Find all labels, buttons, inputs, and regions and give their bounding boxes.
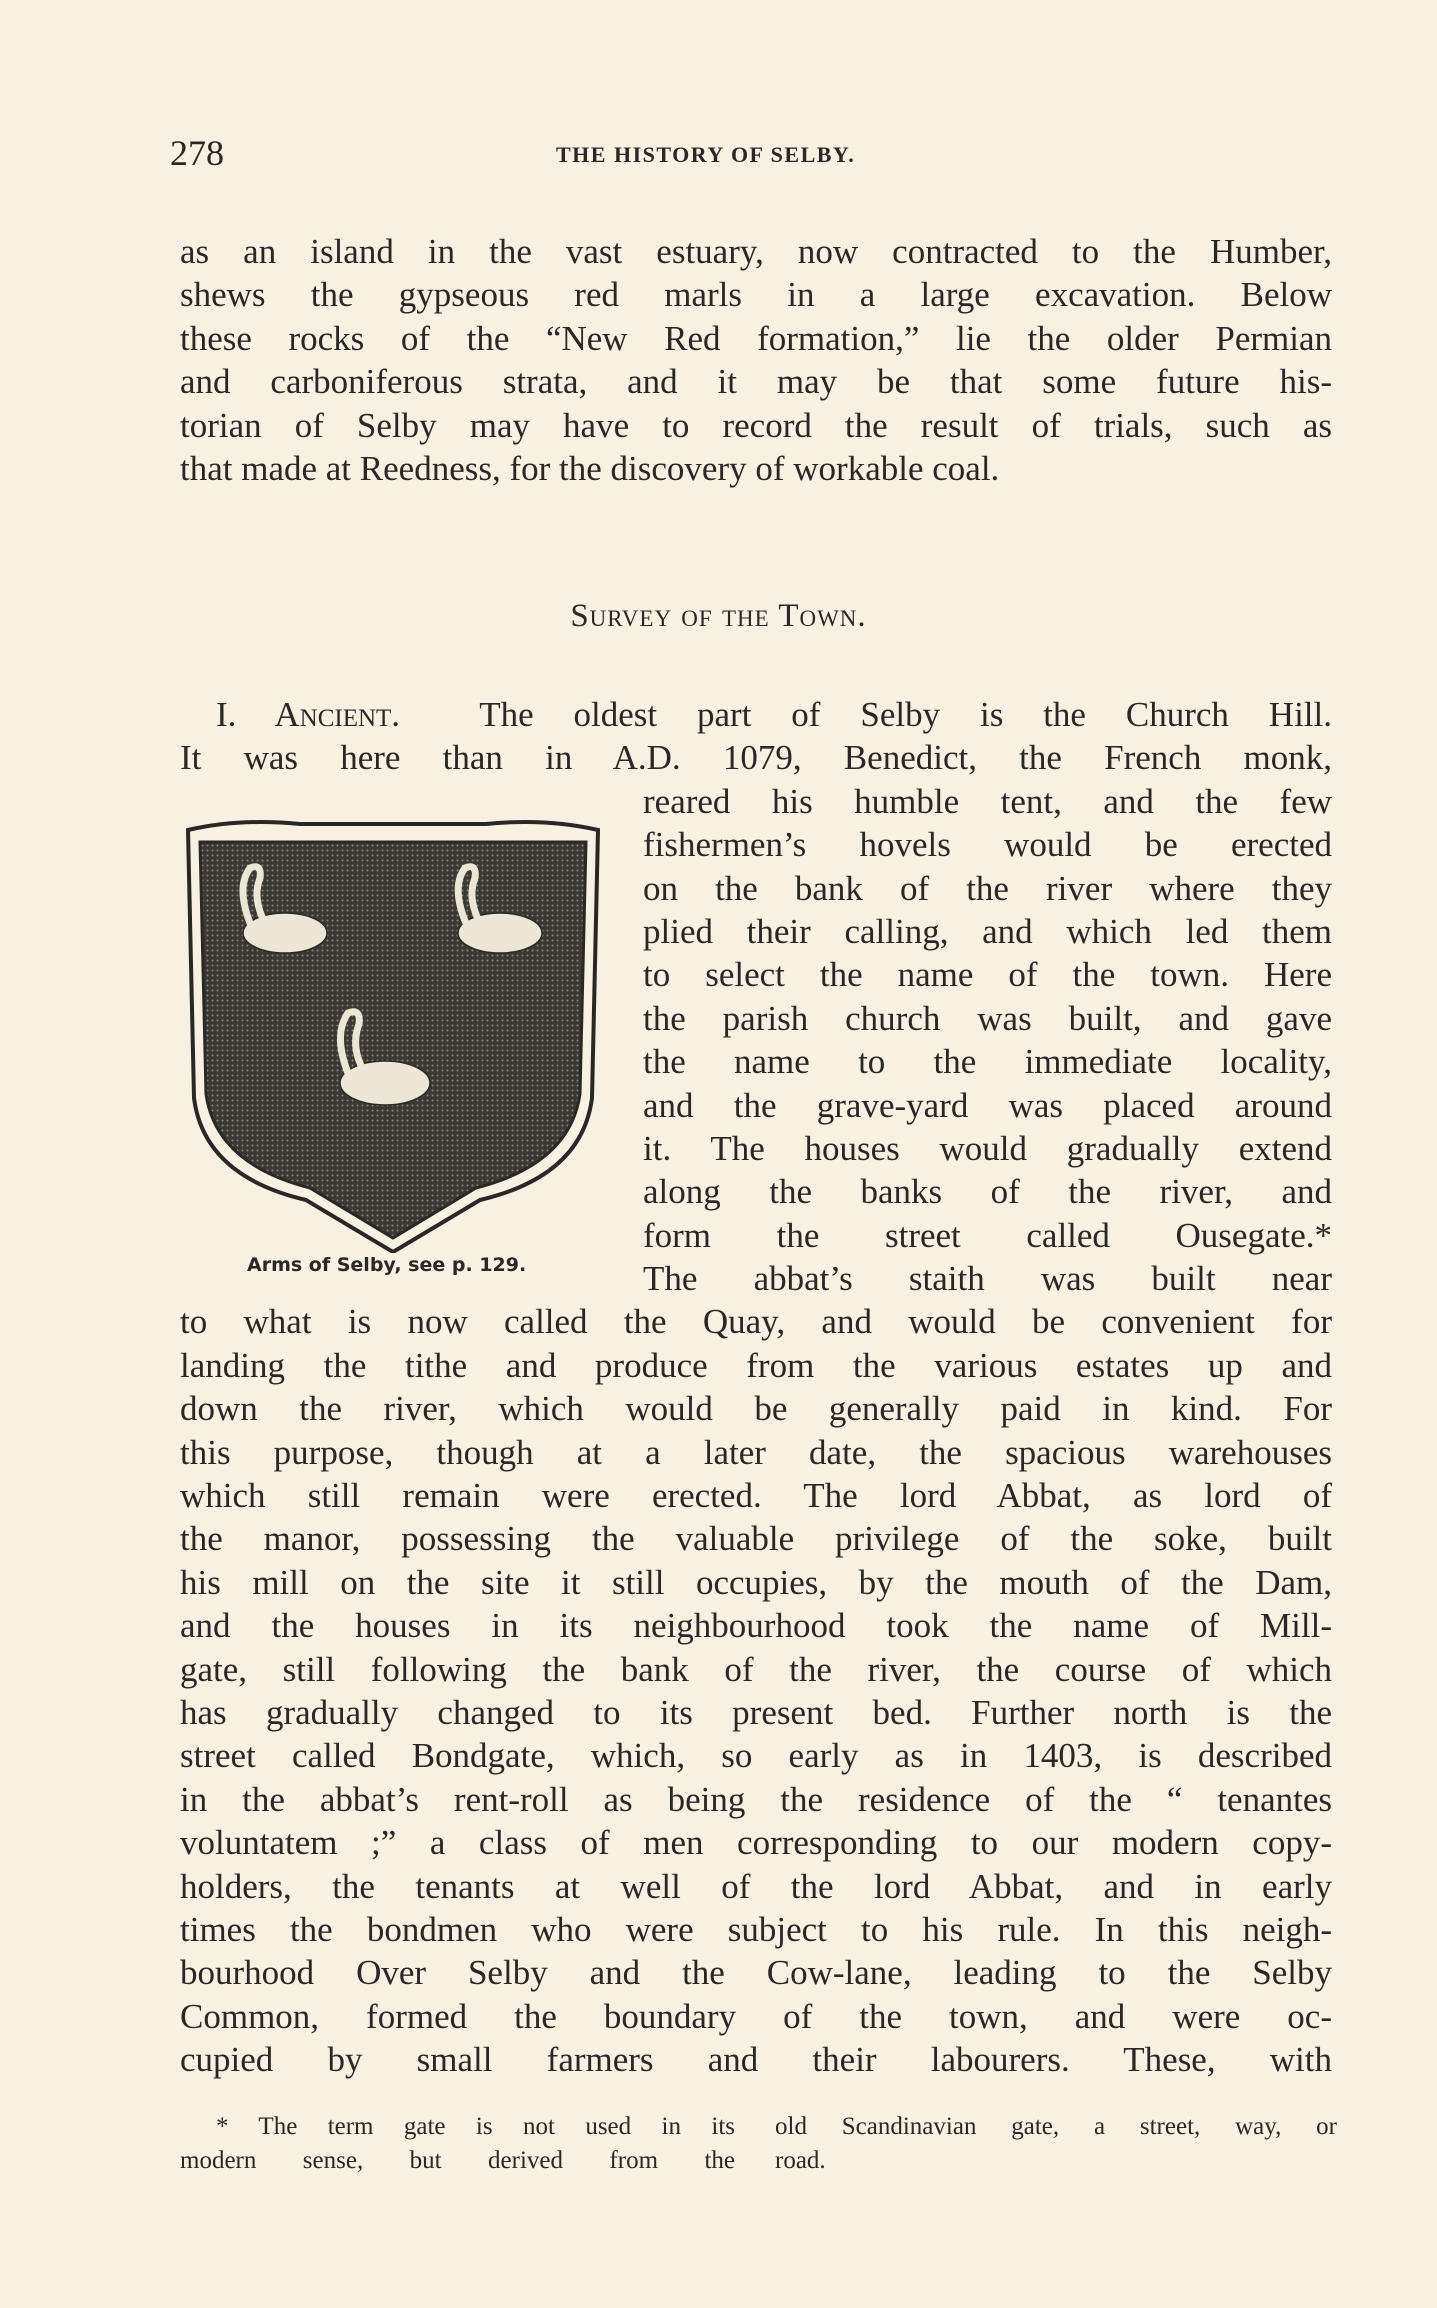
running-title: THE HISTORY OF SELBY. bbox=[556, 142, 856, 167]
text-line: form the street called Ousegate.* bbox=[643, 1215, 1332, 1255]
footnote-line: modern sense, but derived from the bbox=[180, 2147, 735, 2174]
text-line: plied their calling, and which led them bbox=[643, 911, 1332, 951]
text-line: and the houses in its neighbourhood took the name of Mill- bbox=[180, 1606, 1332, 1646]
text-line: has gradually changed to its present bed. Further north is the bbox=[180, 1692, 1332, 1732]
text-line: to select the name of the town. Here bbox=[643, 955, 1332, 995]
section-heading: Survey of the Town. bbox=[570, 598, 867, 634]
footnote-line: road. bbox=[775, 2147, 826, 2174]
page-number: 278 bbox=[170, 133, 224, 173]
text-line: the parish church was built, and gave bbox=[643, 998, 1332, 1038]
text-line: it. The houses would gradually extend bbox=[643, 1128, 1332, 1168]
text-line: along the banks of the river, and bbox=[643, 1172, 1332, 1212]
text-line: torian of Selby may have to record the result of trials, such as bbox=[180, 405, 1332, 445]
text-line: It was here than in A.D. 1079, Benedict, the French monk, bbox=[180, 738, 1332, 778]
text-line: landing the tithe and produce from the various estates up and bbox=[180, 1345, 1332, 1385]
text-line bbox=[180, 693, 1332, 736]
text-line: voluntatem ;” a class of men corresponding to our modern copy- bbox=[180, 1823, 1332, 1863]
text-line: the name to the immediate locality, bbox=[643, 1042, 1332, 1082]
footnote-line: * The term gate is not used in its bbox=[216, 2113, 735, 2140]
coat-of-arms-illustration bbox=[180, 808, 606, 1253]
text-line: his mill on the site it still occupies, by the mouth of the Dam, bbox=[180, 1562, 1332, 1602]
text-line: which still remain were erected. The lord Abbat, as lord of bbox=[180, 1476, 1332, 1516]
text-line: bourhood Over Selby and the Cow-lane, leading to the Selby bbox=[180, 1953, 1332, 1993]
text-line: holders, the tenants at well of the lord Abbat, and in early bbox=[180, 1866, 1332, 1906]
figure-caption: Arms of Selby, see p. 129. bbox=[247, 1254, 527, 1276]
text-line: the manor, possessing the valuable privilege of the soke, built bbox=[180, 1519, 1332, 1559]
text-line: these rocks of the “New Red formation,” lie the older Permian bbox=[180, 318, 1332, 358]
text-line: as an island in the vast estuary, now contracted to the Humber, bbox=[180, 232, 1332, 271]
footnote-line: old Scandinavian gate, a street, way, or bbox=[775, 2113, 1337, 2140]
text-line: Common, formed the boundary of the town, and were oc- bbox=[180, 1996, 1332, 2036]
section-lead-label: I. Ancient. bbox=[216, 695, 401, 734]
text-line: and the grave-yard was placed around bbox=[643, 1085, 1332, 1125]
text-line: reared his humble tent, and the few bbox=[643, 781, 1332, 821]
text-line: to what is now called the Quay, and would be convenient for bbox=[180, 1302, 1332, 1342]
text-line: street called Bondgate, which, so early as in 1403, is described bbox=[180, 1736, 1332, 1776]
text-line: on the bank of the river where they bbox=[643, 868, 1332, 908]
text-line: this purpose, though at a later date, the spacious warehouses bbox=[180, 1432, 1332, 1472]
text-line: The abbat’s staith was built near bbox=[643, 1259, 1332, 1299]
text-line: that made at Reedness, for the discovery of workable coal. bbox=[180, 448, 1000, 488]
text-line: fishermen’s hovels would be erected bbox=[643, 825, 1332, 865]
text-line: down the river, which would be generally paid in kind. For bbox=[180, 1389, 1332, 1429]
text-line: times the bondmen who were subject to his rule. In this neigh- bbox=[180, 1909, 1332, 1949]
footnote-left-column bbox=[180, 2110, 735, 2178]
footnote-right-column bbox=[775, 2110, 1337, 2178]
text-line: cupied by small farmers and their labourers. These, with bbox=[180, 2040, 1332, 2080]
text-line: shews the gypseous red marls in a large excavation. Below bbox=[180, 275, 1332, 315]
text-line: in the abbat’s rent-roll as being the residence of the “ tenantes bbox=[180, 1779, 1332, 1819]
section-lead-text: The oldest part of Selby is the Church Hill. bbox=[479, 695, 1332, 734]
intro-paragraph bbox=[180, 230, 1332, 490]
text-line: gate, still following the bank of the river, the course of which bbox=[180, 1649, 1332, 1689]
text-line: and carboniferous strata, and it may be that some future his- bbox=[180, 362, 1332, 402]
